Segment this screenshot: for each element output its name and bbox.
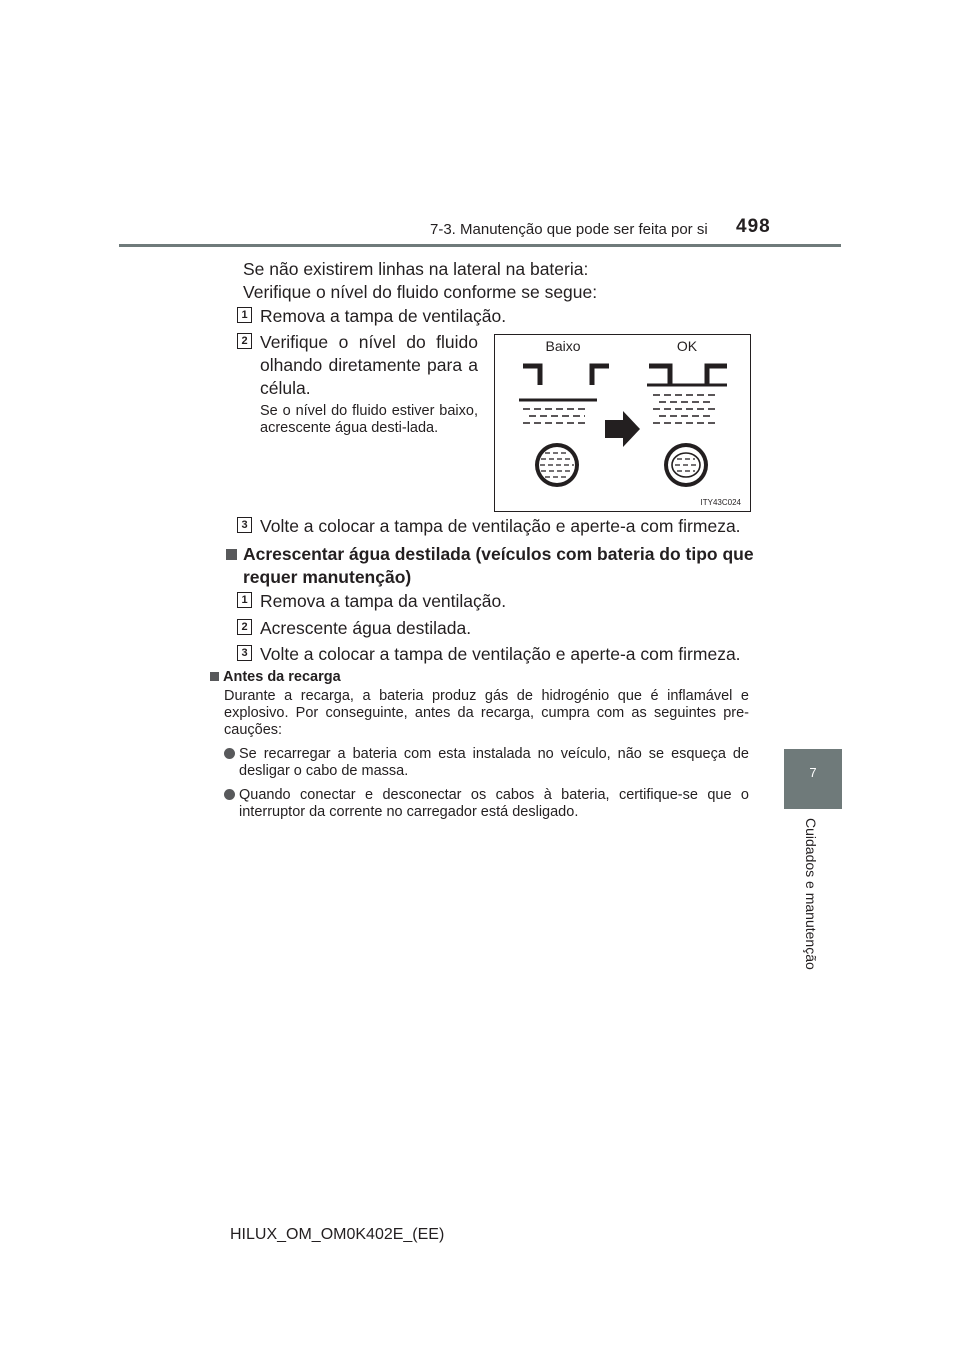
step-a3-text: Volte a colocar a tampa de ventilação e aperte-a com firmeza. [260,516,741,536]
chapter-label-text: Cuidados e manutenção [803,818,819,970]
fluid-level-figure [494,334,751,512]
label-ok: OK [676,338,698,354]
low-cell-walls [523,366,609,385]
square-bullet-icon [210,672,219,681]
step-badge-b1: 1 [237,592,252,608]
notes-bullet-1: Se recarregar a bateria com esta instalada no veículo, não se esqueça de desligar o cabo de massa. [239,746,749,779]
square-bullet-icon [226,549,237,560]
step-badge-a1: 1 [237,307,252,323]
step-a2-line-2: olhando diretamente para a [260,355,478,375]
step-a2-line-3: célula. [260,378,311,398]
notes-bullet-2: Quando conectar e desconectar os cabos à bateria, certifique-se que o interruptor da corrente no carregador está desligado. [239,787,749,820]
intro-line-2: Verifique o nível do fluido conforme se segue: [243,282,598,302]
step-badge-a2: 2 [237,333,252,349]
low-fluid-dashes [523,409,587,423]
step-b2-text: Acrescente água destilada. [260,618,472,638]
figure-code: ITY43C024 [700,498,741,507]
ok-fluid-dashes [653,395,715,423]
section-title: 7-3. Manutenção que pode ser feita por si [430,221,708,238]
step-b1-text: Remova a tampa da ventilação. [260,591,507,611]
low-cell-top-view [535,443,579,487]
ok-cell-top-view [664,443,708,487]
step-badge-b2: 2 [237,619,252,635]
header-divider [119,244,841,247]
step-a1-text: Remova a tampa de ventilação. [260,306,507,326]
notes-bullet-1-dot [224,746,239,763]
arrow-icon [605,411,640,447]
step-b3-text: Volte a colocar a tampa de ventilação e aperte-a com firmeza. [260,644,741,664]
chapter-label [803,818,823,988]
fluid-level-illustration [495,335,750,511]
bullet-dot-icon [224,748,235,759]
chapter-number: 7 [809,765,817,780]
bullet-dot-icon [224,789,235,800]
step-badge-a3: 3 [237,517,252,533]
step-badge-b3: 3 [237,645,252,661]
notes-body: Durante a recarga, a bateria produz gás de hidrogénio que é inflamável e explosivo. Por conseguinte, antes da recarga, cumpra com as seguintes pre-cauções: [224,688,749,738]
notes-bullet-2-dot [224,787,239,804]
section-b-title-line-1: Acrescentar água destilada (veículos com bateria do tipo que [226,542,754,566]
intro-line-1: Se não existirem linhas na lateral na bateria: [243,259,589,279]
label-low: Baixo [545,338,581,354]
section-b-title-line-2: requer manutenção) [243,567,412,587]
ok-cell-walls [649,366,727,385]
step-a2-note: Se o nível do fluido estiver baixo, acrescente água desti-lada. [260,403,478,436]
step-a2-line-1: Verifique o nível do fluido [260,332,478,352]
notes-title: Antes da recarga [210,669,341,686]
page-number: 498 [736,216,771,237]
document-code: HILUX_OM_OM0K402E_(EE) [230,1226,445,1243]
